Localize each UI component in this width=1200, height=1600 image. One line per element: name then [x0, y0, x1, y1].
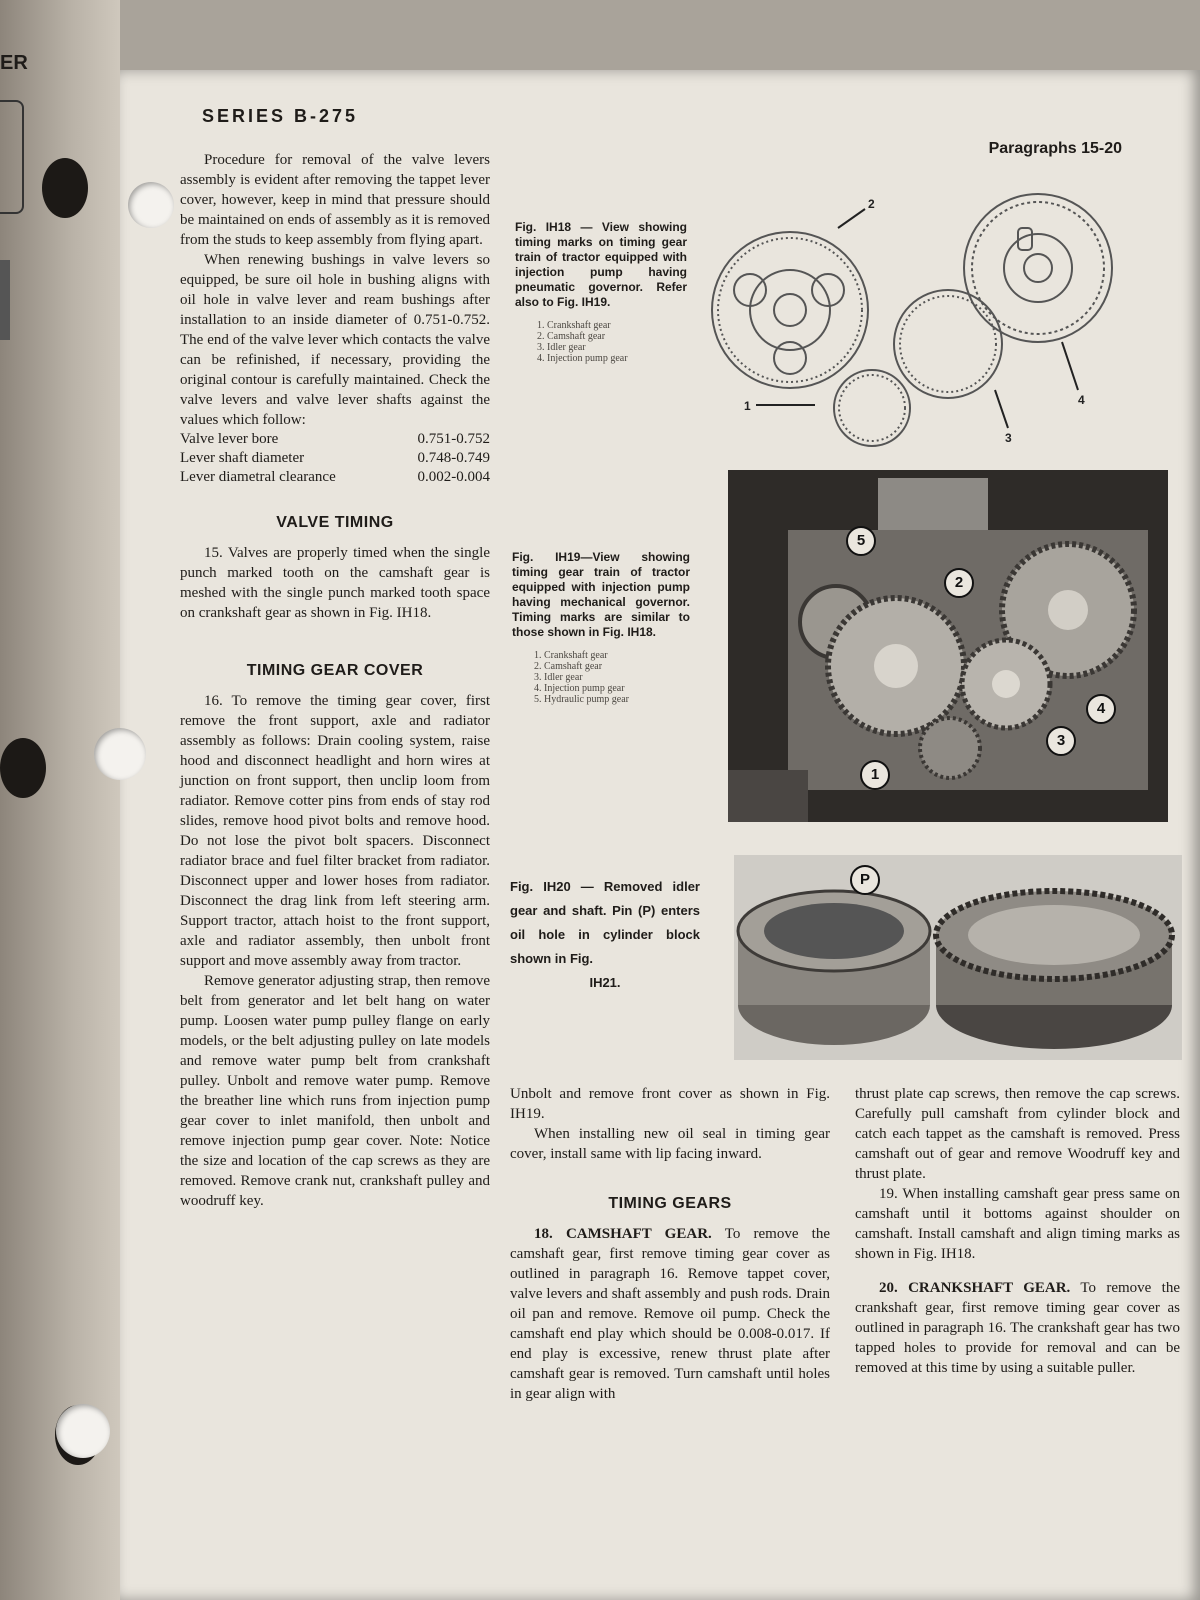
punch-hole-3 — [56, 1404, 110, 1458]
spec-row — [180, 430, 490, 449]
diagram-label-2: 2 — [868, 197, 875, 211]
fig-ih20-caption: Fig. IH20 — Removed idler gear and shaft. Pin (P) enters oil hole in cylinder block shown in Fig. — [510, 879, 700, 966]
legend-item: 5. Hydraulic pump gear — [534, 694, 690, 705]
fig-ih20-caption-end: IH21. — [589, 975, 621, 990]
paragraph-20 — [855, 1278, 1180, 1378]
fig-ih20-caption-block — [510, 875, 700, 995]
injection-pump-gear-drawing — [964, 194, 1112, 342]
prev-punch-hole-2 — [0, 738, 46, 798]
punch-hole-2 — [94, 728, 146, 780]
legend-item: 4. Injection pump gear — [534, 683, 690, 694]
fig-ih18-legend — [537, 320, 687, 364]
previous-page-text: ER — [0, 52, 28, 74]
fig-ih19-legend — [534, 650, 690, 705]
paragraph-19: 19. When installing camshaft gear press same on camshaft until it bottoms against shoulder on camshaft. Install camshaft and align timing marks as shown in Fig. IH18. — [855, 1186, 1180, 1262]
punch-hole-1 — [128, 182, 174, 228]
prev-punch-hole-1 — [42, 158, 88, 218]
legend-item: 1. Crankshaft gear — [537, 320, 687, 331]
spec-value: 0.751-0.752 — [417, 431, 490, 447]
previous-page-edge — [0, 0, 120, 1600]
legend-item: 2. Camshaft gear — [537, 331, 687, 342]
spec-value: 0.748-0.749 — [417, 450, 490, 466]
legend-item: 4. Injection pump gear — [537, 353, 687, 364]
callout-1: 1 — [860, 760, 890, 790]
diagram-label-4: 4 — [1078, 393, 1085, 407]
paragraph-20-body: To remove the crankshaft gear, first remove timing gear cover as outlined in paragraph 16. The crankshaft gear has two tapped holes to provide for removal and can be removed at this time by using a suitable puller. — [855, 1280, 1180, 1376]
callout-3: 3 — [1046, 726, 1076, 756]
callout-2: 2 — [944, 568, 974, 598]
paragraph-18-lead: 18. CAMSHAFT GEAR. — [534, 1226, 712, 1242]
crankshaft-gear-drawing — [834, 370, 910, 446]
paragraph-20-lead: 20. CRANKSHAFT GEAR. — [879, 1280, 1071, 1296]
callout-4: 4 — [1086, 694, 1116, 724]
spec-row — [180, 468, 490, 487]
paragraph-15: 15. Valves are properly timed when the single punch marked tooth on the camshaft gear is meshed with the single punch marked tooth space on crankshaft gear as shown in Fig. IH18. — [180, 545, 490, 621]
idler-gear-drawing — [894, 290, 1002, 398]
intro-paragraph-2: When renewing bushings in valve levers so equipped, be sure oil hole in bushing aligns with oil hole in valve lever and ream bushings after installation to an inside diameter of 0.751-0.752. The end of the valve lever which contacts the valve can be refinished, if necessary, providing the original contour is carefully maintained. Check the valve levers and valve lever shafts against the values which follow: — [180, 252, 490, 428]
fig-ih19-caption: Fig. IH19—View showing timing gear train of tractor equipped with injection pump having mechanical governor. Timing marks are similar to those shown in Fig. IH18. — [512, 550, 690, 639]
fig-ih19-caption-block — [512, 550, 690, 705]
right-column — [855, 1084, 1180, 1378]
fig-ih20-photo — [734, 855, 1182, 1060]
paragraphs-title: Paragraphs 15-20 — [988, 140, 1122, 157]
fig-ih19-photo — [728, 470, 1168, 822]
callout-5: 5 — [846, 526, 876, 556]
diagram-label-1: 1 — [744, 399, 751, 413]
spec-value: 0.002-0.004 — [417, 469, 490, 485]
heading-valve-timing: VALVE TIMING — [276, 514, 394, 531]
diagram-label-3: 3 — [1005, 431, 1012, 445]
spec-label: Lever diametral clearance — [180, 469, 336, 485]
previous-page-strip — [0, 260, 10, 340]
paragraph-16: 16. To remove the timing gear cover, first remove the front support, axle and radiator assembly as follows: Drain cooling system, raise hood and disconnect headlight and horn wires at junction on front support, then unclip loom from radiator. Remove cotter pins from ends of stay rod slides, remove hood pivot bolts and remove hood. Do not lose the pivot bolt spacers. Disconnect radiator brace and fuel filter bracket from radiator. Disconnect upper and lower hoses from radiator. Disconnect the drag link from left steering arm. Support tractor, attach hoist to the front support, axle and radiator assembly, then unbolt front support and move assembly away from tractor. — [180, 693, 490, 969]
legend-item: 1. Crankshaft gear — [534, 650, 690, 661]
spec-table — [180, 430, 490, 487]
heading-timing-gears: TIMING GEARS — [608, 1195, 732, 1212]
fig-ih18-caption-block — [515, 220, 687, 364]
paragraph-18 — [510, 1224, 830, 1404]
legend-item: 3. Idler gear — [537, 342, 687, 353]
series-title: SERIES B-275 — [202, 106, 359, 126]
fig-ih18-caption: Fig. IH18 — View showing timing marks on timing gear train of tractor equipped with injection pump having pneumatic governor. Refer also to Fig. IH19. — [515, 220, 687, 309]
heading-timing-gear-cover: TIMING GEAR COVER — [246, 662, 424, 679]
middle-column — [510, 1084, 830, 1404]
legend-item: 2. Camshaft gear — [534, 661, 690, 672]
callout-p: P — [850, 865, 880, 895]
engine-gear-photo-illustration — [728, 470, 1168, 822]
camshaft-gear-drawing — [712, 232, 868, 388]
paragraph-front-cover: Unbolt and remove front cover as shown in Fig. IH19. — [510, 1086, 830, 1122]
manual-page — [120, 70, 1200, 1600]
legend-item: 3. Idler gear — [534, 672, 690, 683]
paragraph-18-body: To remove the camshaft gear, first remove timing gear cover as outlined in paragraph 16. Remove tappet cover, valve levers and shaft assembly and push rods. Drain oil pan and remove. Remove oil pump. Check the camshaft end play which should be 0.008-0.017. If end play is excessive, renew thrust plate after camshaft gear is removed. Turn camshaft until holes in gear align with — [510, 1226, 830, 1402]
fig-ih18-gear-diagram — [700, 180, 1120, 450]
idler-gear-photo-illustration — [734, 855, 1182, 1060]
paragraph-oil-seal: When installing new oil seal in timing gear cover, install same with lip facing inward. — [510, 1126, 830, 1162]
spec-label: Valve lever bore — [180, 431, 279, 447]
previous-page-tab — [0, 100, 24, 214]
spec-label: Lever shaft diameter — [180, 450, 305, 466]
spec-row — [180, 449, 490, 468]
paragraph-16b: Remove generator adjusting strap, then remove belt from generator and let belt hang on water pump. Loosen water pump pulley flange on early models, or the belt adjusting pulley on late models and remove water pump belt from crankshaft pulley. Unbolt and remove water pump. Remove the breather line which runs from injection pump gear cover to inlet manifold, then unbolt and remove injection pump gear cover. Note: Notice the size and location of the cap screws as they are removed. Remove crank nut, crankshaft pulley and woodruff key. — [180, 973, 490, 1209]
paragraph-thrust-plate: thrust plate cap screws, then remove the cap screws. Carefully pull camshaft from cylinder block and catch each tappet as the camshaft is removed. Press camshaft out of gear and remove Woodruff key and thrust plate. — [855, 1086, 1180, 1182]
intro-paragraph-1: Procedure for removal of the valve levers assembly is evident after removing the tappet lever cover, however, keep in mind that pressure should be maintained on ends of assembly as it is removed from the studs to keep assembly from flying apart. — [180, 152, 490, 248]
left-column — [180, 150, 490, 1211]
